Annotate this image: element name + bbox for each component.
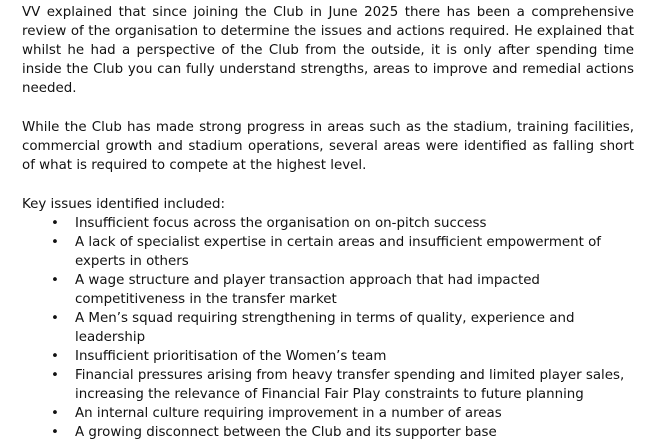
list-item xyxy=(22,404,634,423)
bullet-icon: • xyxy=(51,216,59,231)
bullet-icon: • xyxy=(51,349,59,364)
bullet-icon: • xyxy=(51,235,59,250)
list-item xyxy=(22,271,634,309)
bullet-icon: • xyxy=(51,273,59,288)
bullet-icon: • xyxy=(51,368,59,383)
list-item-text: Financial pressures arising from heavy transfer spending and limited player sales, increasing the relevance of Financial Fair Play constraints to future planning xyxy=(75,368,625,402)
list-item xyxy=(22,366,634,404)
list-item-text: A lack of specialist expertise in certain areas and insufficient empowerment of experts in others xyxy=(75,235,602,269)
list-item xyxy=(22,214,634,233)
bullet-icon: • xyxy=(51,406,59,421)
list-item-text: A Men’s squad requiring strengthening in terms of quality, experience and leadership xyxy=(75,311,575,345)
key-issues-list xyxy=(22,214,634,442)
progress-paragraph: While the Club has made strong progress in areas such as the stadium, training facilities, commercial growth and stadium operations, several areas were identified as falling short of what is required to compete at the highest level. xyxy=(22,120,634,173)
review-paragraph: VV explained that since joining the Club in June 2025 there has been a comprehensive review of the organisation to determine the issues and actions required. He explained that whilst he had a perspective of the Club from the outside, it is only after spending time inside the Club you can fully understand strengths, areas to improve and remedial actions needed. xyxy=(22,5,634,96)
list-item-text: Insufficient focus across the organisation on on-pitch success xyxy=(75,216,487,231)
list-item-text: An internal culture requiring improvement in a number of areas xyxy=(75,406,502,421)
list-item xyxy=(22,233,634,271)
bullet-icon: • xyxy=(51,311,59,326)
list-item xyxy=(22,309,634,347)
key-issues-intro: Key issues identified included: xyxy=(22,197,226,212)
list-item xyxy=(22,423,634,442)
list-item-text: Insufficient prioritisation of the Women’s team xyxy=(75,349,387,364)
list-item-text: A growing disconnect between the Club and its supporter base xyxy=(75,425,497,440)
bullet-icon: • xyxy=(51,425,59,440)
list-item-text: A wage structure and player transaction approach that had impacted competitiveness in the transfer market xyxy=(75,273,540,307)
list-item xyxy=(22,347,634,366)
document-body xyxy=(22,3,634,442)
